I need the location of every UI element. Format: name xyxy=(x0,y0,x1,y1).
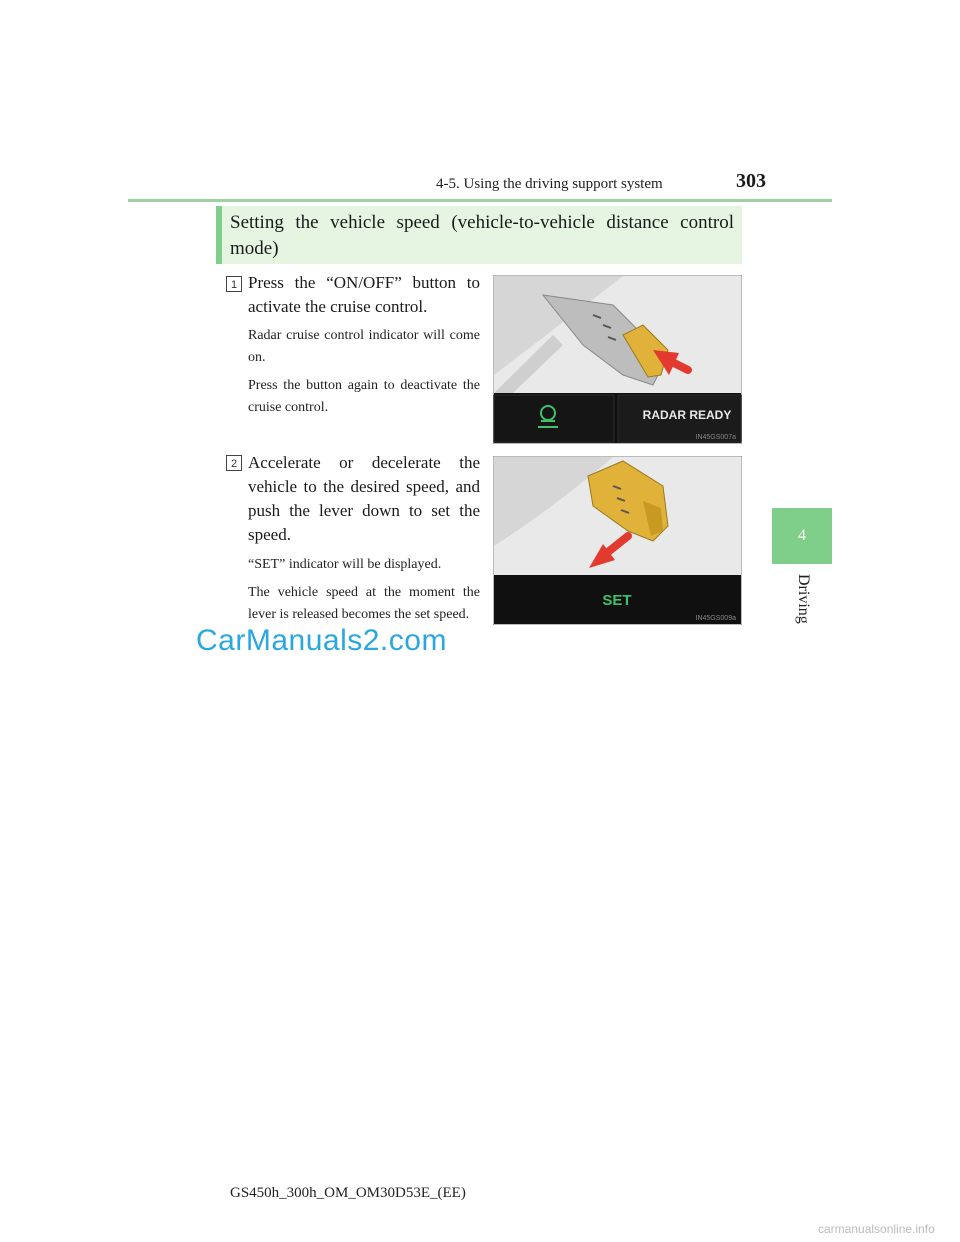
header-section-title: 4-5. Using the driving support system xyxy=(436,176,663,192)
step-1-note-1: Radar cruise control indicator will come on. xyxy=(248,328,480,365)
page-number: 303 xyxy=(736,170,766,192)
header-divider xyxy=(128,199,832,202)
step-2-note-1: “SET” indicator will be displayed. xyxy=(248,557,442,572)
radar-ready-display: RADAR READY xyxy=(642,408,732,422)
section-title: Setting the vehicle speed (vehicle-to-vehicle distance control mode) xyxy=(216,206,742,264)
illustration-step-1 xyxy=(493,275,742,444)
footer-site-url[interactable]: carmanualsonline.info xyxy=(818,1222,935,1236)
step-number-2: 2 xyxy=(226,455,242,471)
illustration-code: IN45GS009a xyxy=(695,615,736,622)
watermark-logo: CarManuals2.com xyxy=(196,624,447,657)
step-number-1: 1 xyxy=(226,276,242,292)
illustration-code: IN45GS007a xyxy=(695,434,736,441)
chapter-tab[interactable] xyxy=(772,508,832,564)
footer-doc-id: GS450h_300h_OM_OM30D53E_(EE) xyxy=(230,1185,466,1201)
step-1-note-2: Press the button again to deactivate the cruise control. xyxy=(248,378,480,415)
step-2-text: Accelerate or decelerate the vehicle to the desired speed, and push the lever down to set the speed. xyxy=(248,453,480,544)
step-2-note-2: The vehicle speed at the moment the lever is released becomes the set speed. xyxy=(248,585,480,622)
illustration-step-2 xyxy=(493,456,742,625)
chapter-tab-number: 4 xyxy=(798,527,806,544)
step-1-text: Press the “ON/OFF” button to activate the cruise control. xyxy=(248,273,480,316)
set-indicator-display: SET xyxy=(602,592,632,609)
chapter-tab-label: Driving xyxy=(795,574,812,624)
